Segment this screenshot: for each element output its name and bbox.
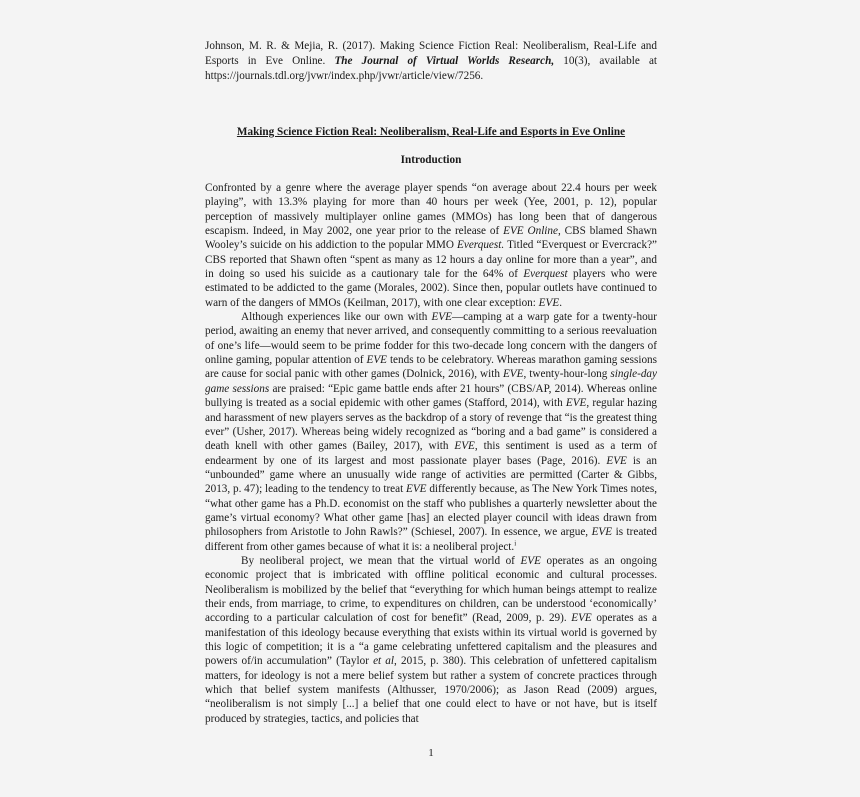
citation (205, 39, 657, 85)
paper-title: Making Science Fiction Real: Neoliberalism, Real-Life and Esports in Eve Online (236, 126, 626, 138)
citation-authors: Johnson, M. R. & Mejia, R. (2017). Making Science Fiction Real: Neoliberalism, Real-Life and Esports in Eve Online. (205, 40, 657, 68)
citation-volume: 10(3), available at https://journals.tdl.org/jvwr/index.php/jvwr/article/view/7256. (205, 55, 658, 83)
section-heading: Introduction (400, 154, 462, 166)
paragraph-2: Although experiences like our own with EVE—camping at a warp gate for a twenty-hour period, awaiting an enemy that never arrived, and consequently committing to a serious reevaluation of one’s life—would seem to be prime fodder for this two-decade long concern with the dangers of online gaming, popular attention of EVE tends to be celebratory. Whereas marathon gaming sessions are cause for social panic with other games (Dolnick, 2016), with EVE, twenty-hour-long single-day game sessions are praised: “Epic game battle ends after 21 hours” (CBS/AP, 2014). Whereas online bullying is treated as a social epidemic with other games (Stafford, 2014), with EVE, regular hazing and harassment of new players serves as the backdrop of a story of revenge that “is the greatest thing ever” (Usher, 2017). Whereas being widely recognized as “boring and a bad game” is considered a death knell with other games (Bailey, 2017), with EVE, this sentiment is used as a term of endearment by one of its largest and most passionate player bases (Page, 2016). EVE is an “unbounded” game where an unusually wide range of activities are permitted (Carter & Gibbs, 2013, p. 47); leading to the tendency to treat EVE differently because, as The New York Times notes, “what other game has a Ph.D. economist on the staff who publishes a quarterly newsletter about the game’s virtual economy? What other game [has] an elected player council with ideas drawn from philosophers from Aristotle to John Rawls?” (Schiesel, 2007). In essence, we argue, EVE is treated different from other games because of what it is: a neoliberal project.$^i$ (205, 311, 658, 553)
body-text (205, 181, 657, 726)
citation-journal: The Journal of Virtual Worlds Research, (334, 55, 555, 68)
page-number: 1 (428, 747, 434, 759)
paragraph-1: Confronted by a genre where the average player spends “on average about 22.4 hours per week playing”, with 13.3% playing for more than 40 hours per week (Yee, 2001, p. 12), popular perception of massively multiplayer online games (MMOs) has long been that of dangerous escapism. Indeed, in May 2002, one year prior to the release of EVE Online, CBS blamed Shawn Wooley’s suicide on his addiction to the popular MMO Everquest. Titled “Everquest or Evercrack?” CBS reported that Shawn often “spent as many as 12 hours a day online for more than a year”, and in doing so used his suicide as a cautionary tale for the 64% of Everquest players who were estimated to be addicted to the game (Morales, 2002). Since then, popular outlets have continued to warn of the dangers of MMOs (Keilman, 2017), with one clear exception: EVE. (205, 182, 658, 309)
paragraph-3: By neoliberal project, we mean that the virtual world of EVE operates as an ongoing economic project that is imbricated with offline political economic and cultural processes. Neoliberalism is mobilized by the belief that “everything for which human beings attempt to realize their ends, from marriage, to crime, to expenditures on children, can be understood ‘economically’ according to a particular calculation of cost for benefit” (Read, 2009, p. 29). EVE operates as a manifestation of this ideology because everything that exists within its virtual world is governed by this logic of competition; it is a “a game celebrating unfettered capitalism and the pleasures and powers of/in accumulation” (Taylor et al, 2015, p. 380). This celebration of unfettered capitalism matters, for ideology is not a mere belief system but rather a system of concrete practices through which that belief system manifests (Althusser, 1970/2006); as Jason Read (2009) argues, “neoliberalism is not simply [...] a belief that one could elect to have or not have, but is itself produced by strategies, tactics, and policies that (205, 554, 657, 725)
footnote-marker: i (514, 538, 517, 547)
